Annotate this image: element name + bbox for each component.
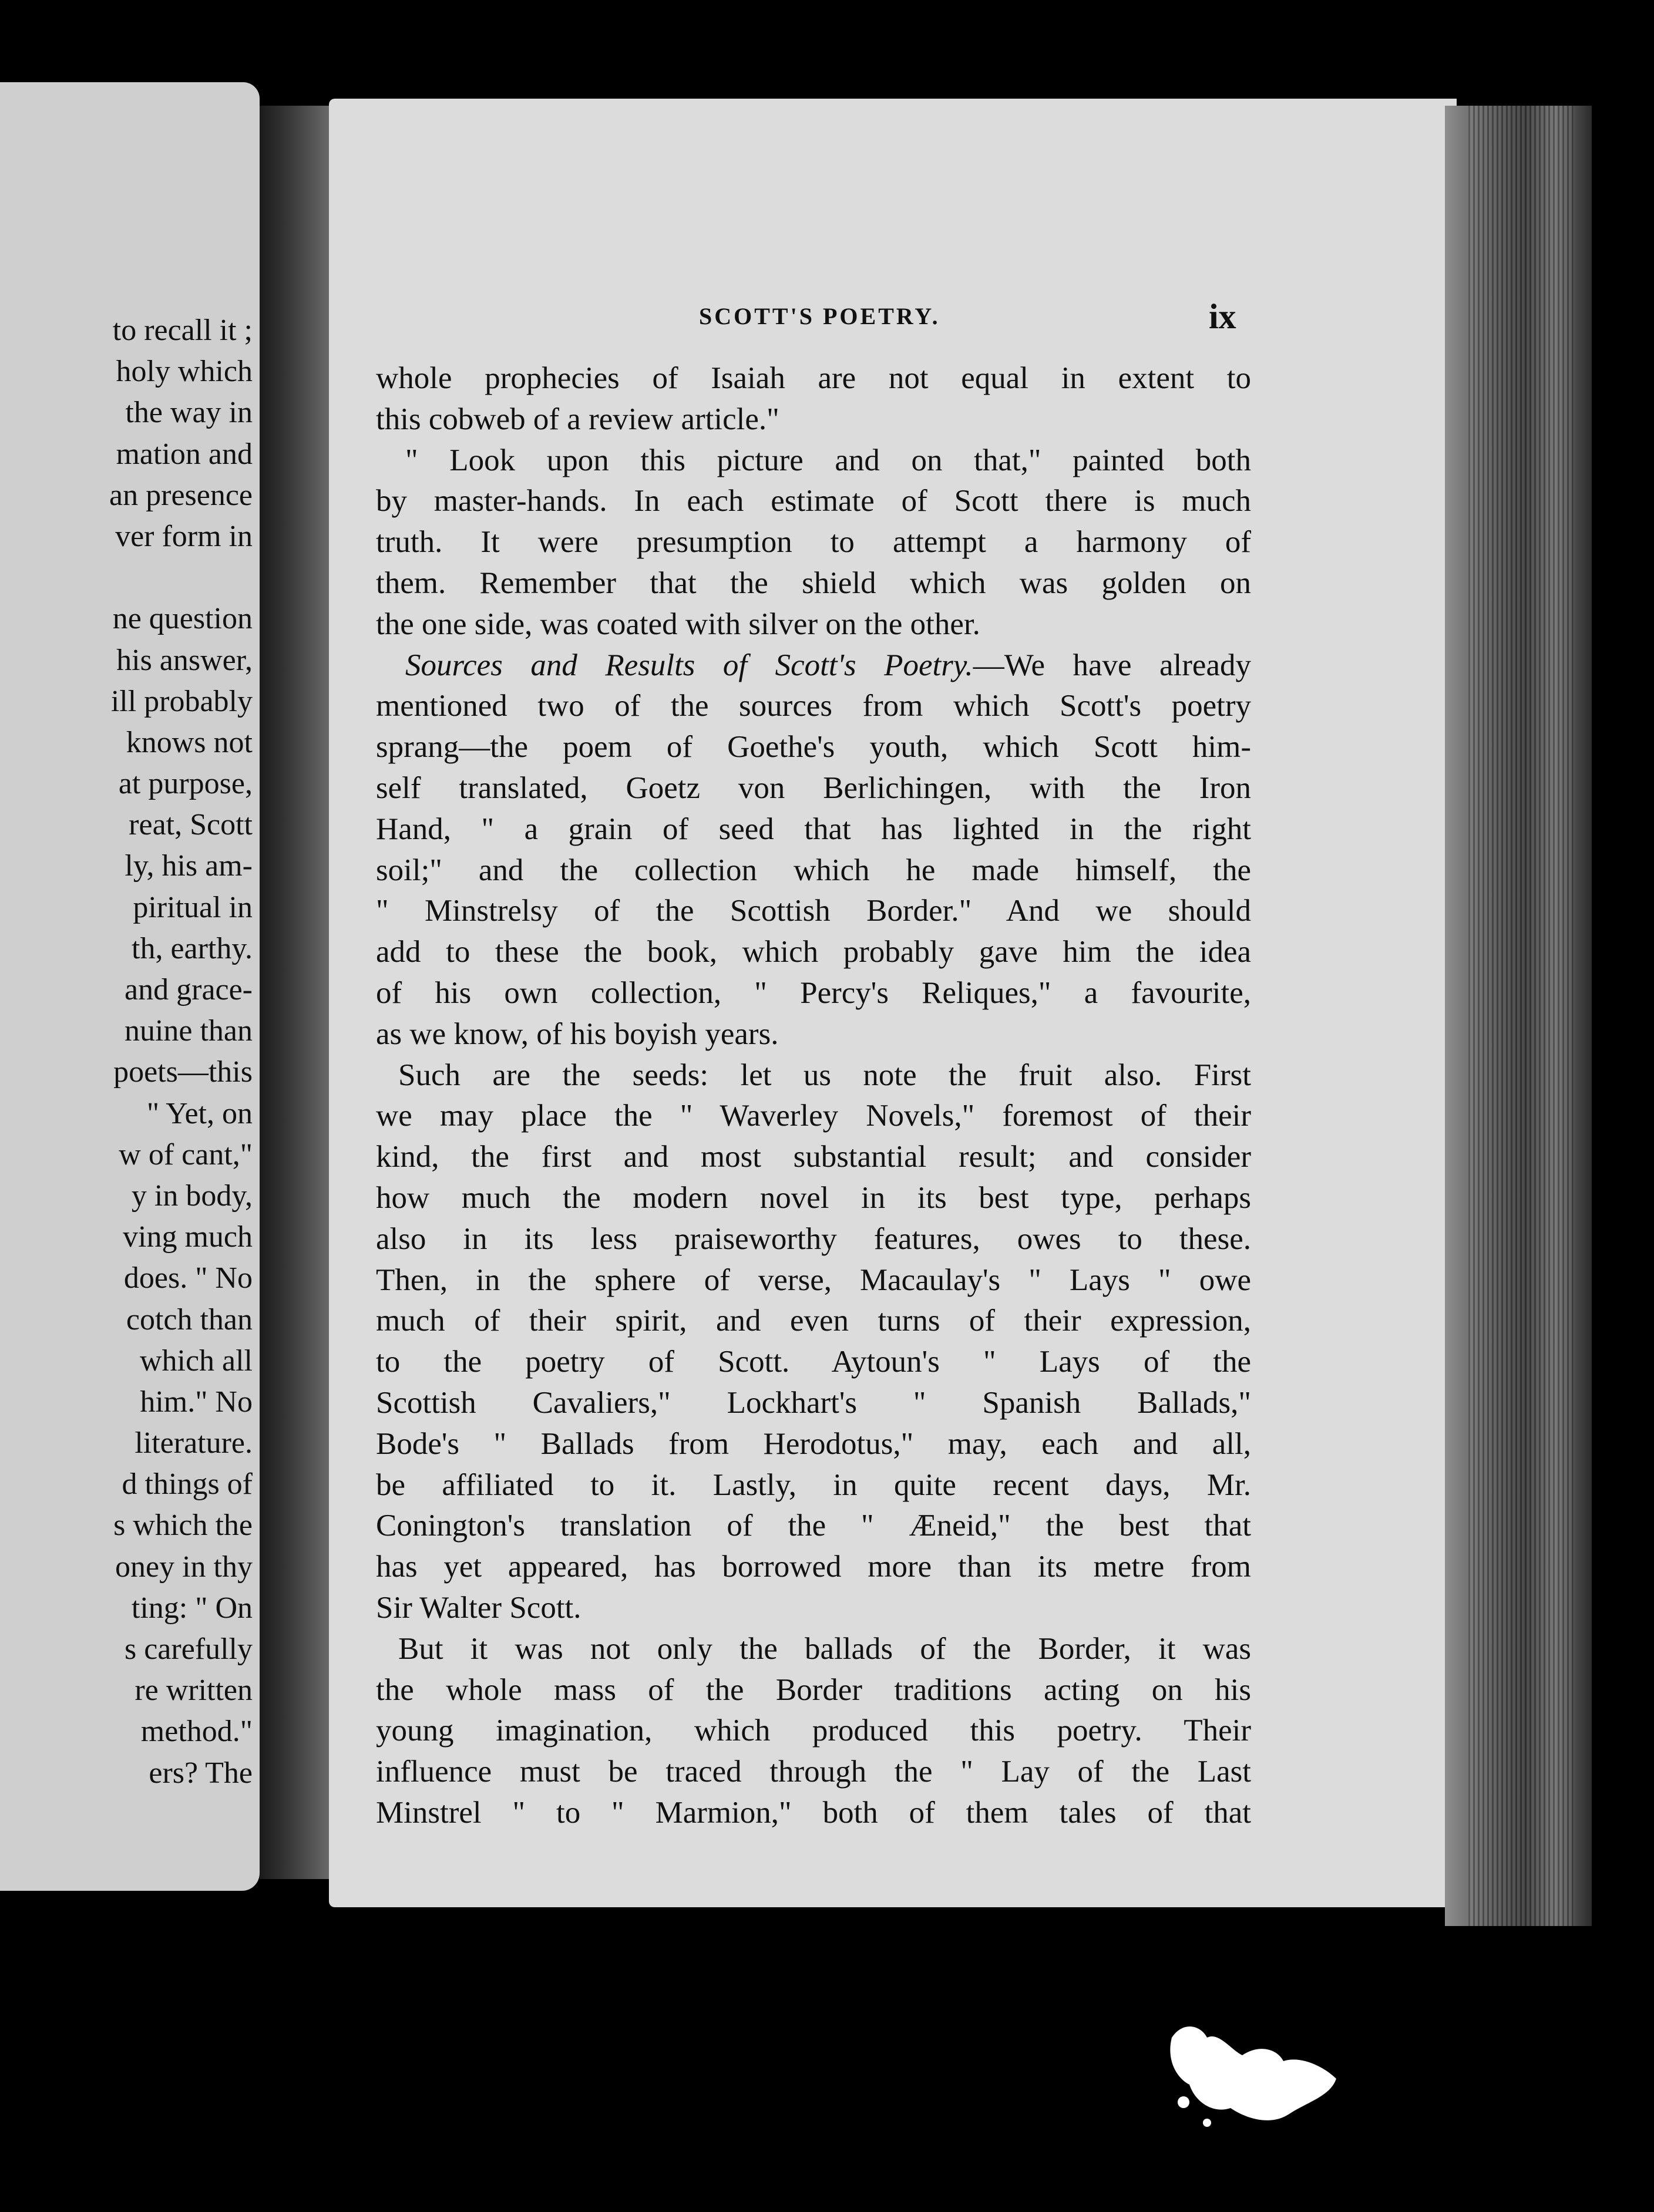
text-line: the one side, was coated with silver on the other. xyxy=(376,607,980,641)
left-line: which all xyxy=(139,1344,253,1378)
left-line: d things of xyxy=(122,1467,253,1501)
text-line: mentioned two of the sources from which Scott's poetry xyxy=(376,689,1251,723)
left-line: his answer, xyxy=(116,643,253,677)
left-line: does. " No xyxy=(123,1261,253,1295)
text-run: —We have already xyxy=(973,648,1251,682)
left-line: literature. xyxy=(135,1426,253,1460)
text-line: young imagination, which produced this poetry. Their xyxy=(376,1713,1251,1748)
section-heading: Sources and Results of Scott's Poetry. xyxy=(405,648,973,682)
text-line: also in its less praiseworthy features, owes to these. xyxy=(376,1221,1251,1256)
left-line: reat, Scott xyxy=(129,808,253,842)
text-line: " Look upon this picture and on that," painted both xyxy=(405,443,1251,477)
left-line: the way in xyxy=(125,396,253,430)
left-line: ers? The xyxy=(149,1756,253,1790)
left-line: ver form in xyxy=(115,519,253,553)
left-line: to recall it ; xyxy=(112,314,253,347)
text-line: Sir Walter Scott. xyxy=(376,1590,581,1625)
left-line: ly, his am- xyxy=(125,849,253,883)
left-line xyxy=(0,557,253,598)
text-line: the whole mass of the Border traditions acting on his xyxy=(376,1672,1251,1707)
left-line: ne question xyxy=(112,602,253,636)
left-line: ting: " On xyxy=(131,1591,253,1625)
text-line: to the poetry of Scott. Aytoun's " Lays of the xyxy=(376,1345,1251,1379)
text-line: this cobweb of a review article." xyxy=(376,402,779,436)
page-edge-stripes xyxy=(1468,106,1574,1926)
running-head: SCOTT'S POETRY. xyxy=(699,303,940,329)
text-line: " Minstrelsy of the Scottish Border." And we should xyxy=(376,894,1251,928)
text-line: Then, in the sphere of verse, Macaulay's " Lays " owe xyxy=(376,1262,1251,1297)
left-line: knows not xyxy=(126,725,253,759)
text-line: by master-hands. In each estimate of Scott there is much xyxy=(376,484,1251,519)
text-line: Conington's translation of the " Æneid," the best that xyxy=(376,1509,1251,1543)
left-line: th, earthy. xyxy=(132,931,253,965)
text-line: add to these the book, which probably gave him the idea xyxy=(376,935,1251,969)
left-line: poets—this xyxy=(113,1055,253,1089)
text-line: influence must be traced through the " Lay of the Last xyxy=(376,1755,1251,1789)
left-line: method." xyxy=(140,1715,253,1749)
left-line: " Yet, on xyxy=(146,1096,253,1130)
text-line: has yet appeared, has borrowed more than its metre from xyxy=(376,1550,1251,1584)
text-line: them. Remember that the shield which was golden on xyxy=(376,565,1251,600)
text-line: we may place the " Waverley Novels," foremost of their xyxy=(376,1099,1251,1133)
book-gutter xyxy=(260,106,330,1879)
text-line: much of their spirit, and even turns of their expression, xyxy=(376,1304,1251,1338)
text-line: Such are the seeds: let us note the fruit also. First xyxy=(398,1058,1251,1092)
left-line: nuine than xyxy=(124,1014,253,1048)
paper-damage-mark xyxy=(1160,2014,1348,2132)
text-line: self translated, Goetz von Berlichingen, with the Iron xyxy=(376,770,1251,805)
text-line: as we know, of his boyish years. xyxy=(376,1016,779,1051)
left-line: w of cant," xyxy=(119,1137,253,1171)
left-line: him." No xyxy=(140,1385,253,1419)
text-line: soil;" and the collection which he made himself, the xyxy=(376,853,1251,887)
left-line: piritual in xyxy=(133,890,253,924)
text-line: But it was not only the ballads of the Border, it was xyxy=(398,1631,1251,1666)
left-line: ill probably xyxy=(110,684,253,718)
left-line: cotch than xyxy=(126,1302,253,1336)
text-line: kind, the first and most substantial result; and consider xyxy=(376,1140,1251,1174)
left-line: oney in thy xyxy=(115,1550,253,1584)
text-line: Hand, " a grain of seed that has lighted in the right xyxy=(376,812,1251,846)
text-line: truth. It were presumption to attempt a harmony of xyxy=(376,525,1251,560)
left-line: holy which xyxy=(116,355,253,389)
page-number: ix xyxy=(1209,297,1236,336)
left-line: y in body, xyxy=(131,1179,253,1213)
left-line: re written xyxy=(135,1674,253,1708)
text-line: sprang—the poem of Goethe's youth, which Scott him- xyxy=(376,730,1251,765)
left-line: mation and xyxy=(116,437,253,471)
text-line: how much the modern novel in its best type, perhaps xyxy=(376,1180,1251,1215)
left-line: at purpose, xyxy=(118,767,253,801)
left-line: an presence xyxy=(109,478,253,512)
left-page-text xyxy=(0,310,253,1794)
text-line: be affiliated to it. Lastly, in quite recent days, Mr. xyxy=(376,1467,1251,1502)
left-line: s carefully xyxy=(124,1632,253,1666)
text-line: of his own collection, " Percy's Reliques," a favourite, xyxy=(376,975,1251,1010)
left-line: s which the xyxy=(113,1509,253,1543)
body-text xyxy=(376,358,1251,1834)
text-line: whole prophecies of Isaiah are not equal in extent to xyxy=(376,361,1251,395)
text-line: Scottish Cavaliers," Lockhart's " Spanish Ballads," xyxy=(376,1385,1251,1420)
text-line xyxy=(376,645,1251,686)
text-line: Bode's " Ballads from Herodotus," may, each and all, xyxy=(376,1426,1251,1461)
left-line: and grace- xyxy=(125,973,253,1006)
text-line: Minstrel " to " Marmion," both of them tales of that xyxy=(376,1795,1251,1830)
left-line: ving much xyxy=(123,1220,253,1254)
